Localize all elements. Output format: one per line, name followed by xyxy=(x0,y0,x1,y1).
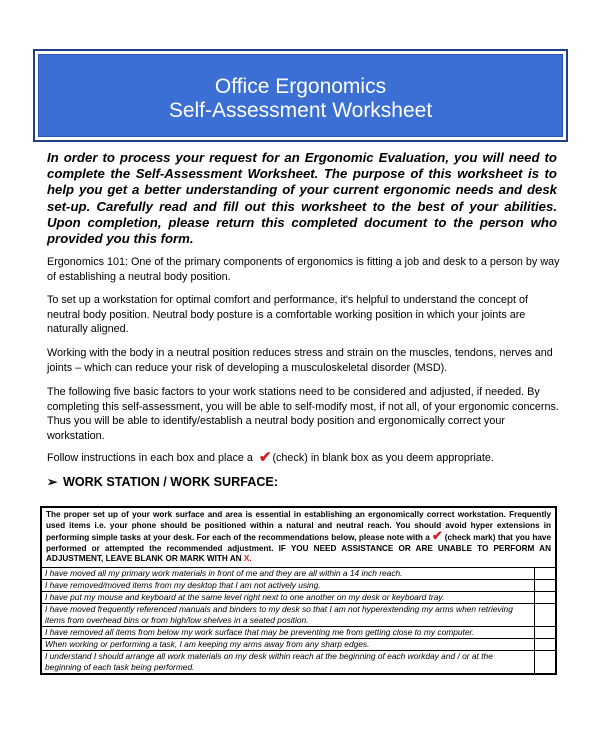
checklist-item-text: I have moved frequently referenced manuals and binders to my desk so that I am not hyperextending my arms when retrieving items from overhead bins or from high/low shelves in a seated position. xyxy=(42,604,535,626)
check-mark-icon: ✔ xyxy=(431,528,443,544)
workstation-checklist-table xyxy=(40,506,557,675)
section-heading xyxy=(47,474,278,489)
checklist-item-text: When working or performing a task, I am keeping my arms away from any sharp edges. xyxy=(42,639,535,650)
title-banner-fill xyxy=(38,54,563,137)
checklist-row xyxy=(42,568,555,580)
instructions-text-after: (check) in blank box as you deem appropriate. xyxy=(272,452,494,464)
checklist-checkbox[interactable] xyxy=(535,651,555,673)
checklist-header-text: The proper set up of your work surface and area is essential in establishing an ergonomically correct workstation. Frequently used items i.e. your phone should be positioned within a natural and neutral reach. You should avoid hyper extensions in performing simple tasks at your desk. For each of the recommendations below, please note with a xyxy=(46,510,551,543)
intro-paragraph: In order to process your request for an Ergonomic Evaluation, you will need to complete the Self-Assessment Worksheet. The purpose of this worksheet is to help you get a better understanding of your current ergonomic needs and desk set-up. Carefully read and fill out this worksheet to the best of your abilities. Upon completion, please return this completed document to the person who provided you this form. xyxy=(47,150,557,247)
checklist-row xyxy=(42,592,555,604)
checklist-checkbox[interactable] xyxy=(535,568,555,579)
checklist-checkbox[interactable] xyxy=(535,627,555,638)
checklist-checkbox[interactable] xyxy=(535,604,555,626)
check-mark-icon: ✔ xyxy=(258,449,272,466)
checklist-row xyxy=(42,639,555,651)
checklist-header-text-2: (check mark) that you have performed or attempted the recommended adjustment. xyxy=(46,533,551,553)
paragraph-ergonomics-101: Ergonomics 101: One of the primary components of ergonomics is fitting a job and desk to a person by way of establishing a neutral body position. xyxy=(47,256,560,283)
checklist-checkbox[interactable] xyxy=(535,639,555,650)
x-mark-icon: X. xyxy=(243,554,252,564)
checklist-item-text: I understand I should arrange all work materials on my desk within reach at the beginning of each workday and / or at the beginning of each task being performed. xyxy=(42,651,535,673)
paragraph-neutral-posture: To set up a workstation for optimal comfort and performance, it's helpful to understand the concept of neutral body position. Neutral body posture is a comfortable working position in which your joints are naturally aligned. xyxy=(47,294,528,335)
checklist-row xyxy=(42,627,555,639)
checklist-checkbox[interactable] xyxy=(535,580,555,591)
instructions-text-before: Follow instructions in each box and place a xyxy=(47,452,256,464)
document-subtitle: Self-Assessment Worksheet xyxy=(168,99,433,122)
paragraph-neutral-benefits: Working with the body in a neutral position reduces stress and strain on the muscles, tendons, nerves and joints – which can reduce your risk of developing a musculoskeletal disorder (MSD). xyxy=(47,347,553,374)
checklist-header xyxy=(42,508,555,568)
checklist-item-text: I have removed/moved items from my desktop that I am not actively using. xyxy=(42,580,535,591)
checklist-item-text: I have removed all items from below my work surface that may be preventing me from getting close to my computer. xyxy=(42,627,535,638)
document-title: Office Ergonomics xyxy=(214,75,387,98)
checklist-row xyxy=(42,651,555,673)
title-banner xyxy=(33,49,568,142)
section-title: WORK STATION / WORK SURFACE: xyxy=(63,475,279,489)
arrow-bullet-icon: ➢ xyxy=(47,475,58,489)
paragraph-five-factors: The following five basic factors to your work stations need to be considered and adjusted, if needed. By completing this self-assessment, you will be able to self-modify most, if not all, of your ergonomic concerns. Thus you will be able to identify/establish a neutral body position and ergonomically correct your workstation. xyxy=(47,386,559,442)
checklist-row xyxy=(42,604,555,627)
instructions-line xyxy=(47,450,562,466)
checklist-header-caps: IF YOU NEED ASSISTANCE OR ARE UNABLE TO PERFORM AN ADJUSTMENT, LEAVE BLANK OR MARK WITH AN xyxy=(46,543,551,564)
checklist-item-text: I have moved all my primary work materials in front of me and they are all within a 14 inch reach. xyxy=(42,568,535,579)
checklist-item-text: I have put my mouse and keyboard at the same level right next to one another on my desk or keyboard tray. xyxy=(42,592,535,603)
checklist-checkbox[interactable] xyxy=(535,592,555,603)
checklist-row xyxy=(42,580,555,592)
